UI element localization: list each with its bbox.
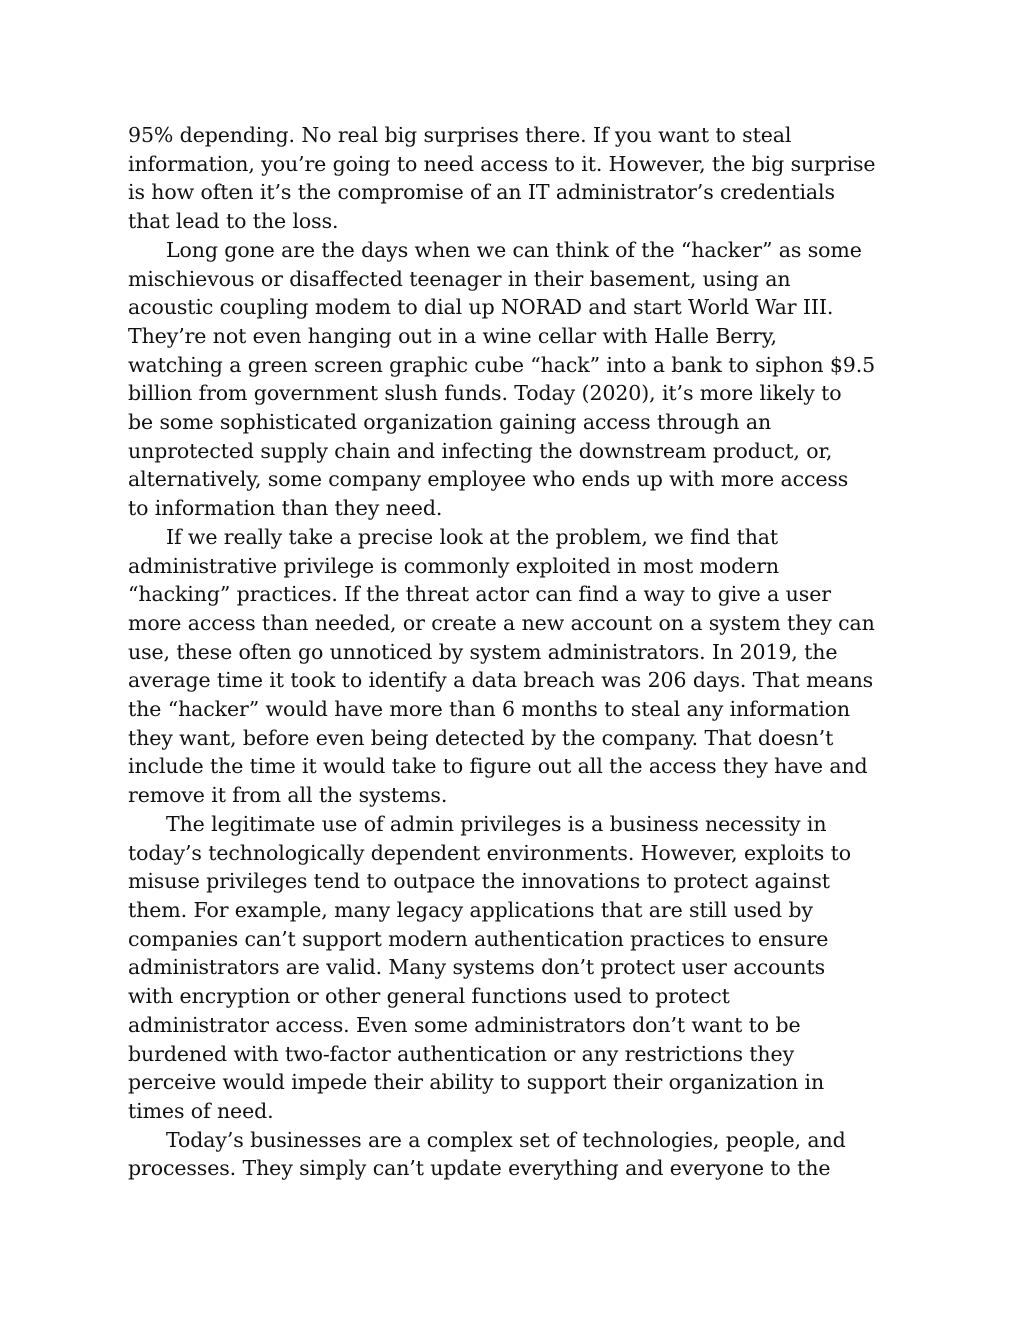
- text-line: acoustic coupling modem to dial up NORAD and start World War III.: [128, 295, 834, 320]
- text-line: is how often it’s the compromise of an IT administrator’s credentials: [128, 180, 835, 205]
- text-line: 95% depending. No real big surprises there. If you want to steal: [128, 123, 792, 147]
- text-line: “hacking” practices. If the threat actor can find a way to give a user: [128, 582, 831, 607]
- text-line: times of need.: [128, 1098, 274, 1123]
- text-line: today’s technologically dependent environments. However, exploits to: [128, 840, 851, 865]
- text-line: administrative privilege is commonly exploited in most modern: [128, 553, 780, 578]
- text-line: alternatively, some company employee who ends up with more access: [128, 467, 849, 492]
- text-line: billion from government slush funds. Today (2020), it’s more likely to: [128, 381, 842, 406]
- text-line: to information than they need.: [128, 496, 443, 521]
- text-line: average time it took to identify a data breach was 206 days. That means: [128, 668, 874, 693]
- text-line: administrator access. Even some administrators don’t want to be: [128, 1012, 801, 1037]
- text-line: include the time it would take to figure out all the access they have and: [128, 754, 868, 779]
- text-line: information, you’re going to need access to it. However, the big surprise: [128, 151, 876, 176]
- paragraph-first-line: Today’s businesses are a complex set of technologies, people, and: [166, 1127, 846, 1152]
- text-line: be some sophisticated organization gaining access through an: [128, 410, 772, 435]
- text-line: with encryption or other general functions used to protect: [128, 984, 730, 1009]
- text-line: they want, before even being detected by the company. That doesn’t: [128, 725, 834, 750]
- text-line: remove it from all the systems.: [128, 783, 448, 808]
- text-line: mischievous or disaffected teenager in their basement, using an: [128, 266, 791, 291]
- text-line: processes. They simply can’t update everything and everyone to the: [128, 1156, 831, 1181]
- text-line: burdened with two-factor authentication or any restrictions they: [128, 1041, 795, 1066]
- paragraph-first-line: Long gone are the days when we can think of the “hacker” as some: [166, 237, 862, 262]
- text-line: administrators are valid. Many systems don’t protect user accounts: [128, 955, 826, 980]
- text-line: that lead to the loss.: [128, 209, 339, 234]
- text-line: They’re not even hanging out in a wine cellar with Halle Berry,: [128, 323, 777, 348]
- paragraph-first-line: The legitimate use of admin privileges is a business necessity in: [166, 811, 827, 836]
- text-line: watching a green screen graphic cube “hack” into a bank to siphon $9.5: [128, 352, 876, 377]
- text-line: use, these often go unnoticed by system administrators. In 2019, the: [128, 639, 838, 664]
- text-line: unprotected supply chain and infecting the downstream product, or,: [128, 438, 833, 463]
- text-line: misuse privileges tend to outpace the innovations to protect against: [128, 869, 830, 894]
- text-line: more access than needed, or create a new account on a system they can: [128, 610, 875, 635]
- body-text: [128, 121, 890, 1183]
- text-line: the “hacker” would have more than 6 months to steal any information: [128, 697, 850, 722]
- text-line: perceive would impede their ability to support their organization in: [128, 1070, 825, 1095]
- text-line: them. For example, many legacy applications that are still used by: [128, 897, 813, 922]
- text-line: companies can’t support modern authentication practices to ensure: [128, 926, 829, 951]
- paragraph-first-line: If we really take a precise look at the problem, we find that: [166, 524, 779, 549]
